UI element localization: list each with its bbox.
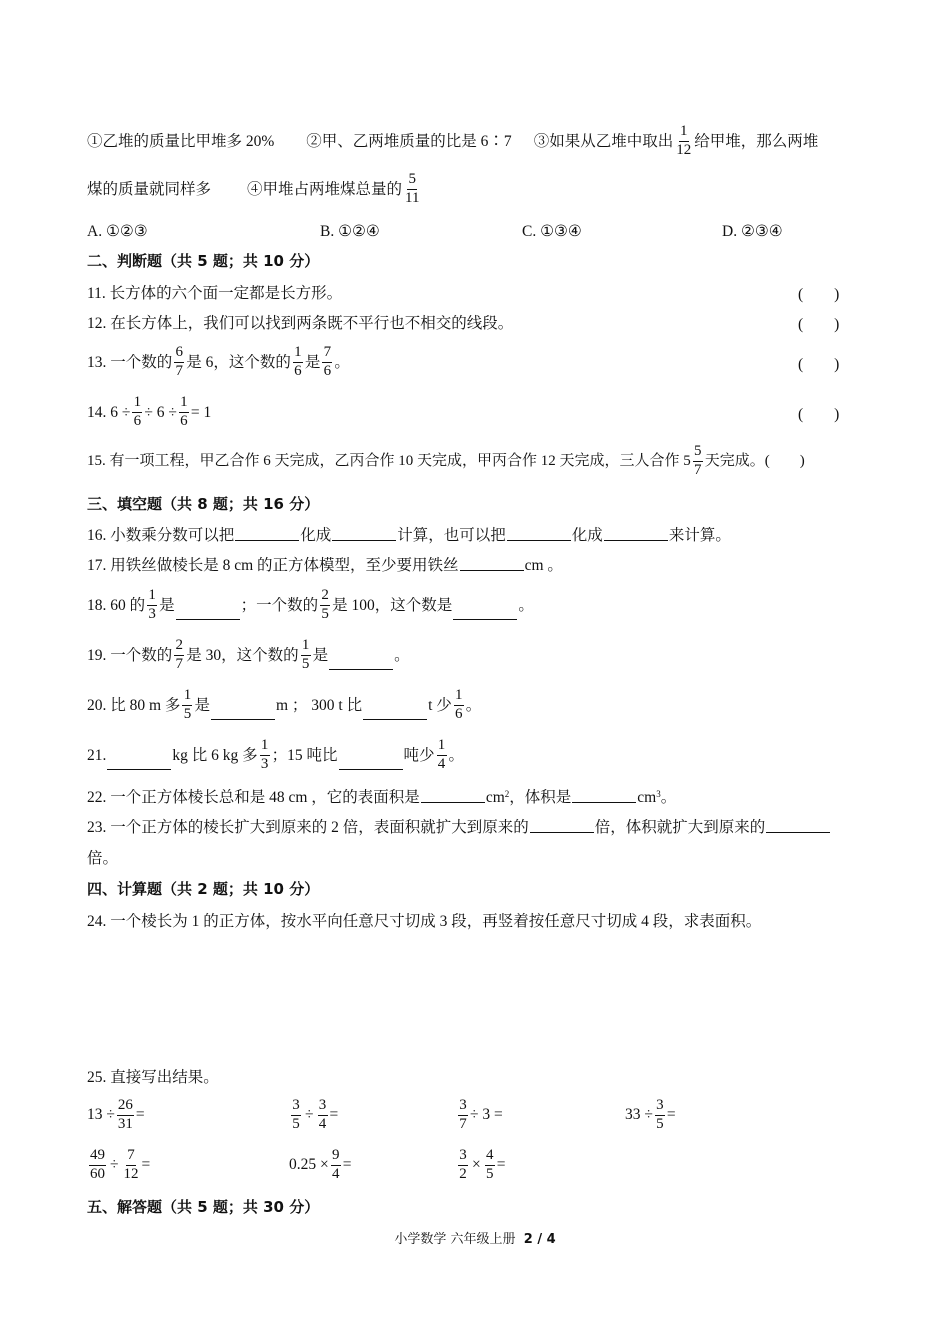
- q10-option-c[interactable]: C. ①③④: [522, 223, 582, 240]
- q16: 16. 小数乘分数可以把 化成 计算，也可以把 化成 来计算。: [87, 527, 731, 544]
- page-number: 2 / 4: [523, 1232, 556, 1247]
- fraction: $\frac{2}{5}$: [321, 587, 329, 622]
- fraction: $\frac{1}{12}$: [676, 123, 692, 158]
- answer-blank[interactable]: [766, 831, 830, 833]
- q25: 25. 直接写出结果。: [87, 1069, 219, 1086]
- q10-line1: ①乙堆的质量比甲堆多 20% ②甲、乙两堆质量的比是 6∶7 ③如果从乙堆中取出 $\frac{1}{12}$ 给甲堆，那么两堆: [87, 123, 819, 158]
- section-5-heading: 五、解答题（共 5 题；共 30 分）: [87, 1198, 320, 1216]
- answer-blank[interactable]: [211, 718, 275, 720]
- fraction: $\frac{1}{3}$: [148, 587, 156, 622]
- calc-item-2: $\frac{3}{5}$ ÷ $\frac{3}{4}$ =: [292, 1097, 339, 1132]
- fraction: $\frac{1}{6}$: [455, 687, 463, 722]
- q12-answer-paren[interactable]: ( ): [798, 316, 840, 333]
- fraction: $\frac{3}{7}$: [459, 1097, 467, 1132]
- answer-blank[interactable]: [604, 539, 668, 541]
- calc-item-4: 33 ÷ $\frac{3}{5}$ =: [625, 1097, 676, 1132]
- answer-blank[interactable]: [421, 801, 485, 803]
- footer-title: 小学数学 六年级上册: [394, 1232, 516, 1247]
- q10-statement-4: ④甲堆占两堆煤总量的: [247, 180, 403, 198]
- q17: 17. 用铁丝做棱长是 8 cm 的正方体模型，至少要用铁丝 cm 。: [87, 557, 563, 574]
- q10-statement-1: ①乙堆的质量比甲堆多 20%: [87, 132, 275, 150]
- calc-item-6: 0.25 × $\frac{9}{4}$ =: [289, 1147, 352, 1182]
- calc-item-1: 13 ÷ $\frac{26}{31}$ =: [87, 1097, 145, 1132]
- answer-blank[interactable]: [329, 668, 393, 670]
- q13: 13. 一个数的 $\frac{6}{7}$ 是 6，这个数的 $\frac{1}{6}$ 是 $\frac{7}{6}$ 。: [87, 344, 350, 379]
- fraction: $\frac{7}{6}$: [323, 344, 332, 379]
- fraction: $\frac{7}{12}$: [123, 1147, 139, 1182]
- q21: 21. kg 比 6 kg 多 $\frac{1}{3}$ ；15 吨比 吨少 $\frac{1}{4}$ 。: [87, 737, 465, 772]
- q10-line2: 煤的质量就同样多 ④甲堆占两堆煤总量的 $\frac{5}{11}$: [87, 171, 420, 206]
- answer-blank[interactable]: [107, 768, 171, 770]
- answer-blank[interactable]: [572, 801, 636, 803]
- q13-answer-paren[interactable]: ( ): [798, 356, 840, 373]
- fraction: $\frac{26}{31}$: [117, 1097, 133, 1132]
- q18: 18. 60 的 $\frac{1}{3}$ 是 ；一个数的 $\frac{2}{5}$ 是 100，这个数是 。: [87, 587, 534, 622]
- section-2-heading: 二、判断题（共 5 题；共 10 分）: [87, 252, 320, 270]
- fraction: $\frac{1}{6}$: [180, 394, 188, 429]
- q19: 19. 一个数的 $\frac{2}{7}$ 是 30，这个数的 $\frac{1}{5}$ 是 。: [87, 637, 410, 672]
- q24: 24. 一个棱长为 1 的正方体，按水平向任意尺寸切成 3 段，再竖着按任意尺寸切成 4 段，求表面积。: [87, 913, 762, 930]
- fraction: $\frac{5}{11}$: [405, 171, 420, 206]
- fraction: $\frac{1}{6}$: [294, 344, 302, 379]
- q14-answer-paren[interactable]: ( ): [798, 406, 840, 423]
- fraction: $\frac{3}{2}$: [459, 1147, 467, 1182]
- q20: 20. 比 80 m 多 $\frac{1}{5}$ 是 m ； 300 t 比 t 少 $\frac{1}{6}$ 。: [87, 687, 482, 722]
- answer-blank[interactable]: [339, 768, 403, 770]
- q11-answer-paren[interactable]: ( ): [798, 286, 840, 303]
- fraction: $\frac{3}{5}$: [656, 1097, 664, 1132]
- answer-blank[interactable]: [363, 718, 427, 720]
- q23-continued: 倍。: [87, 850, 119, 867]
- q10-statement-3: ③如果从乙堆中取出: [533, 132, 674, 150]
- page-footer: [0, 1228, 950, 1247]
- q12: 12. 在长方体上，我们可以找到两条既不平行也不相交的线段。: [87, 315, 514, 332]
- q14: 14. 6 ÷ $\frac{1}{6}$ ÷ 6 ÷ $\frac{1}{6}$ = 1: [87, 394, 212, 429]
- answer-blank[interactable]: [332, 539, 396, 541]
- fraction: $\frac{4}{5}$: [486, 1147, 494, 1182]
- answer-blank[interactable]: [530, 831, 594, 833]
- fraction: $\frac{2}{7}$: [175, 637, 184, 672]
- fraction: $\frac{3}{4}$: [318, 1097, 327, 1132]
- section-3-heading: 三、填空题（共 8 题；共 16 分）: [87, 495, 320, 513]
- fraction: $\frac{3}{5}$: [292, 1097, 300, 1132]
- q15-answer-paren[interactable]: ( ): [764, 452, 805, 469]
- fraction: $\frac{1}{4}$: [437, 737, 446, 772]
- fraction: $\frac{1}{3}$: [260, 737, 269, 772]
- answer-blank[interactable]: [235, 539, 299, 541]
- fraction: $\frac{5}{7}$: [694, 443, 702, 478]
- q10-option-d[interactable]: D. ②③④: [722, 223, 783, 240]
- calc-item-7: $\frac{3}{2}$ × $\frac{4}{5}$ =: [459, 1147, 506, 1182]
- fraction: $\frac{1}{6}$: [133, 394, 142, 429]
- fraction: $\frac{49}{60}$: [90, 1147, 105, 1182]
- answer-blank[interactable]: [176, 618, 240, 620]
- q23: 23. 一个正方体的棱长扩大到原来的 2 倍，表面积就扩大到原来的 倍，体积就扩大到原来的: [87, 820, 831, 836]
- answer-blank[interactable]: [453, 618, 517, 620]
- section-4-heading: 四、计算题（共 2 题；共 10 分）: [87, 880, 320, 898]
- calc-item-3: $\frac{3}{7}$ ÷ 3 =: [459, 1097, 503, 1132]
- calc-item-5: $\frac{49}{60}$ ÷ $\frac{7}{12}$ =: [90, 1147, 151, 1182]
- answer-blank[interactable]: [460, 569, 524, 571]
- q15: 15. 有一项工程，甲乙合作 6 天完成，乙丙合作 10 天完成，甲丙合作 12 天完成，三人合作 5 $\frac{5}{7}$ 天完成。 ( ): [87, 443, 805, 478]
- fraction: $\frac{6}{7}$: [175, 344, 184, 379]
- q11: 11. 长方体的六个面一定都是长方形。: [87, 285, 343, 302]
- fraction: $\frac{9}{4}$: [332, 1147, 340, 1182]
- fraction: $\frac{1}{5}$: [301, 637, 310, 672]
- fraction: $\frac{1}{5}$: [183, 687, 192, 722]
- q10-option-b[interactable]: B. ①②④: [320, 223, 380, 240]
- q10-option-a[interactable]: A. ①②③: [87, 223, 148, 240]
- q10-statement-2: ②甲、乙两堆质量的比是 6∶7: [306, 132, 512, 150]
- q22: 22. 一个正方体棱长总和是 48 cm ，它的表面积是 cm $^2$ ，体积是 cm $^3$ 。: [87, 789, 677, 806]
- answer-blank[interactable]: [507, 539, 571, 541]
